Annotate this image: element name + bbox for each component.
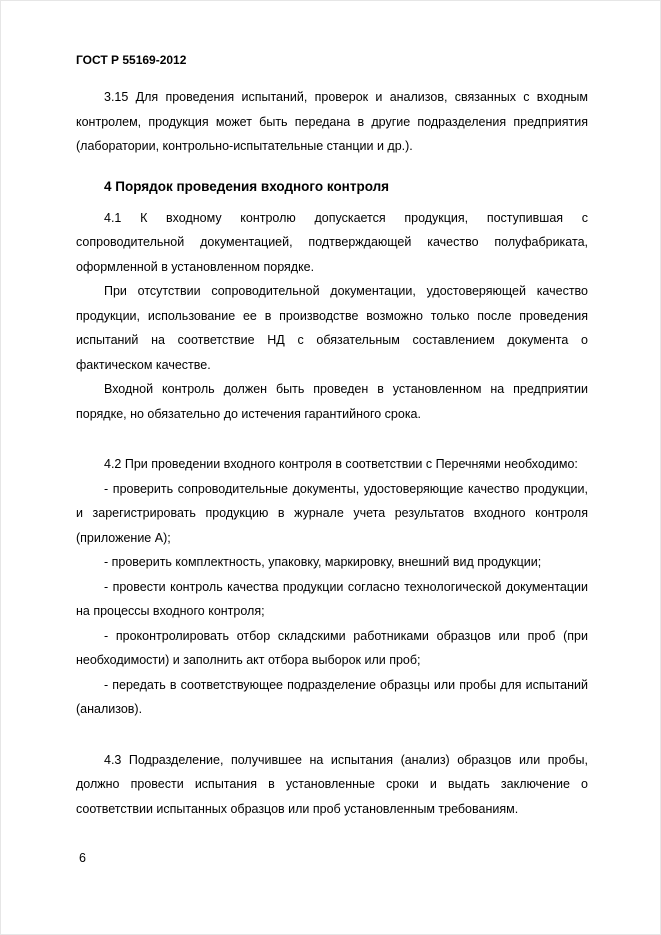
document-header: ГОСТ Р 55169-2012	[76, 53, 187, 67]
paragraph-4-1-cont-2: Входной контроль должен быть проведен в установленном на предприятии порядке, но обязательно до истечения гарантийного срока.	[76, 382, 588, 421]
list-item-quality-control: - провести контроль качества продукции согласно технологической документации на процессы входного контроля;	[76, 579, 588, 618]
list-item-sampling: - проконтролировать отбор складскими работниками образцов или проб (при необходимости) и заполнить акт отбора выборок или проб;	[76, 628, 588, 667]
list-item-check-packaging: - проверить комплектность, упаковку, маркировку, внешний вид продукции;	[104, 555, 542, 569]
paragraph-4-1: 4.1 К входному контролю допускается продукция, поступившая с сопроводительной документацией, подтверждающей качество полуфабриката, оформленной в установленном порядке.	[76, 210, 588, 274]
paragraph-4-2: 4.2 При проведении входного контроля в соответствии с Перечнями необходимо:	[104, 457, 578, 471]
list-item-check-documents: - проверить сопроводительные документы, удостоверяющие качество продукции, и зарегистрировать продукцию в журнале учета результатов входного контроля (приложение А);	[76, 481, 588, 545]
paragraph-4-3: 4.3 Подразделение, получившее на испытания (анализ) образцов или пробы, должно провести испытания в установленные сроки и выдать заключение о соответствии испытанных образцов или проб установленным требованиям.	[76, 752, 588, 816]
list-item-transfer-samples: - передать в соответствующее подразделение образцы или пробы для испытаний (анализов).	[76, 677, 588, 716]
document-body	[76, 85, 588, 821]
paragraph-4-1-cont-1: При отсутствии сопроводительной документации, удостоверяющей качество продукции, использование ее в производстве возможно только после проведения испытаний на соответствие НД с обязательным составлением документа о фактическом качестве.	[76, 284, 588, 372]
section-4-heading: 4 Порядок проведения входного контроля	[104, 178, 390, 194]
page-number: 6	[79, 851, 86, 865]
paragraph-3-15: 3.15 Для проведения испытаний, проверок и анализов, связанных с входным контролем, продукция может быть передана в другие подразделения предприятия (лаборатории, контрольно-испытательные станции и др.).	[76, 90, 588, 153]
